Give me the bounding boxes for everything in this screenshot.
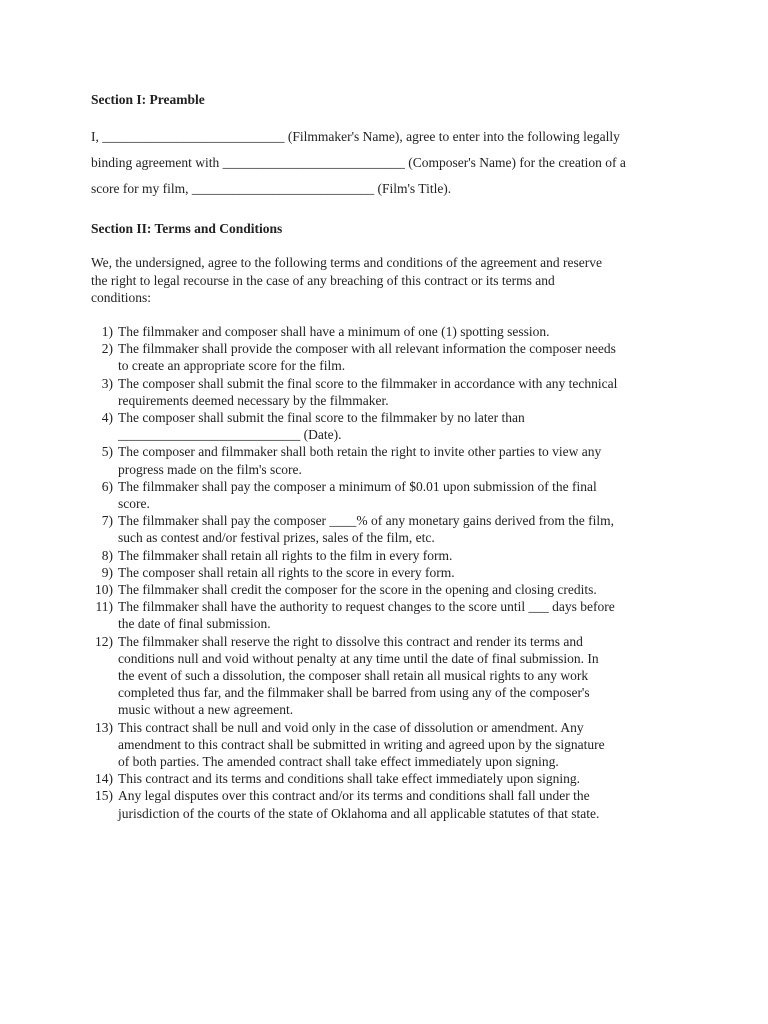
term-item: [91, 512, 691, 546]
term-item: [91, 340, 691, 374]
terms-intro-paragraph: [91, 254, 691, 307]
term-item: [91, 409, 691, 443]
preamble-paragraph: [91, 124, 691, 202]
intro-line: the right to legal recourse in the case of any breaching of this contract or its terms and: [91, 272, 555, 288]
term-text-line: The composer shall submit the final score to the filmmaker by no later than: [118, 410, 525, 426]
term-text-line: jurisdiction of the courts of the state of Oklahoma and all applicable statutes of that state.: [118, 805, 600, 821]
term-item: [91, 581, 691, 598]
term-text-line: music without a new agreement.: [118, 702, 294, 718]
term-text-line: completed thus far, and the filmmaker shall be barred from using any of the composer's: [118, 685, 590, 701]
section-heading-preamble: Section I: Preamble: [91, 92, 205, 107]
term-text-line: score.: [118, 496, 150, 512]
term-text-line: The filmmaker and composer shall have a minimum of one (1) spotting session.: [118, 324, 550, 339]
term-text-line: The filmmaker shall retain all rights to the film in every form.: [118, 547, 453, 563]
preamble-line: I, ___________________________ (Filmmaker's Name), agree to enter into the following legally: [91, 129, 620, 144]
term-number: 14): [95, 771, 113, 787]
term-text-line: amendment to this contract shall be submitted in writing and agreed upon by the signature: [118, 736, 605, 752]
term-number: 1): [101, 324, 113, 339]
intro-line: conditions:: [91, 290, 151, 305]
term-item: [91, 719, 691, 771]
term-number: 10): [95, 582, 113, 598]
term-number: 5): [101, 444, 113, 460]
term-number: 3): [101, 375, 113, 391]
term-number: 11): [95, 599, 113, 615]
term-item: [91, 787, 691, 821]
term-item: [91, 478, 691, 512]
term-text-line: of both parties. The amended contract shall take effect immediately upon signing.: [118, 754, 559, 770]
term-number: 9): [101, 564, 113, 580]
preamble-line: binding agreement with ___________________________ (Composer's Name) for the creation of a: [91, 155, 626, 170]
term-text-line: Any legal disputes over this contract and/or its terms and conditions shall fall under the: [118, 788, 590, 804]
term-text-line: The composer shall submit the final score to the filmmaker in accordance with any technical: [118, 375, 618, 391]
term-text-line: The composer shall retain all rights to the score in every form.: [118, 564, 455, 580]
term-text-line: The composer and filmmaker shall both retain the right to invite other parties to view any: [118, 444, 602, 460]
intro-line: We, the undersigned, agree to the following terms and conditions of the agreement and reserve: [91, 255, 602, 270]
term-item: [91, 564, 691, 581]
terms-list: [91, 323, 691, 822]
term-item: [91, 598, 691, 632]
term-number: 7): [101, 513, 113, 529]
term-text-line: This contract and its terms and conditions shall take effect immediately upon signing.: [118, 771, 581, 787]
preamble-line: score for my film, ___________________________ (Film's Title).: [91, 181, 452, 196]
term-text-line: The filmmaker shall provide the composer with all relevant information the composer needs: [118, 341, 616, 357]
term-item: [91, 770, 691, 787]
term-text-line: ___________________________ (Date).: [118, 427, 342, 443]
term-number: 4): [101, 410, 113, 426]
section-heading-terms: Section II: Terms and Conditions: [91, 221, 283, 236]
term-number: 2): [101, 341, 113, 357]
term-text-line: The filmmaker shall reserve the right to dissolve this contract and render its terms and: [118, 633, 583, 649]
term-item: [91, 375, 691, 409]
term-text-line: The filmmaker shall pay the composer a minimum of $0.01 upon submission of the final: [118, 478, 597, 494]
term-text-line: The filmmaker shall pay the composer ____% of any monetary gains derived from the film,: [118, 513, 614, 529]
term-text-line: The filmmaker shall credit the composer for the score in the opening and closing credits.: [118, 582, 597, 598]
term-text-line: The filmmaker shall have the authority to request changes to the score until ___ days before: [118, 599, 615, 615]
term-number: 12): [95, 633, 113, 649]
term-text-line: such as contest and/or festival prizes, sales of the film, etc.: [118, 530, 435, 546]
term-text-line: This contract shall be null and void only in the case of dissolution or amendment. Any: [118, 719, 584, 735]
term-number: 6): [101, 478, 113, 494]
term-text-line: conditions null and void without penalty at any time until the date of final submission. In: [118, 650, 599, 666]
term-item: [91, 547, 691, 564]
term-text-line: requirements deemed necessary by the filmmaker.: [118, 392, 389, 408]
term-number: 13): [95, 719, 113, 735]
term-number: 8): [101, 547, 113, 563]
term-text-line: progress made on the film's score.: [118, 461, 302, 477]
term-text-line: to create an appropriate score for the film.: [118, 358, 346, 374]
term-item: [91, 633, 691, 719]
term-item: [91, 443, 691, 477]
term-text-line: the date of final submission.: [118, 616, 271, 632]
term-number: 15): [95, 788, 113, 804]
term-item: [91, 323, 691, 340]
term-text-line: the event of such a dissolution, the composer shall retain all musical rights to any work: [118, 668, 589, 684]
